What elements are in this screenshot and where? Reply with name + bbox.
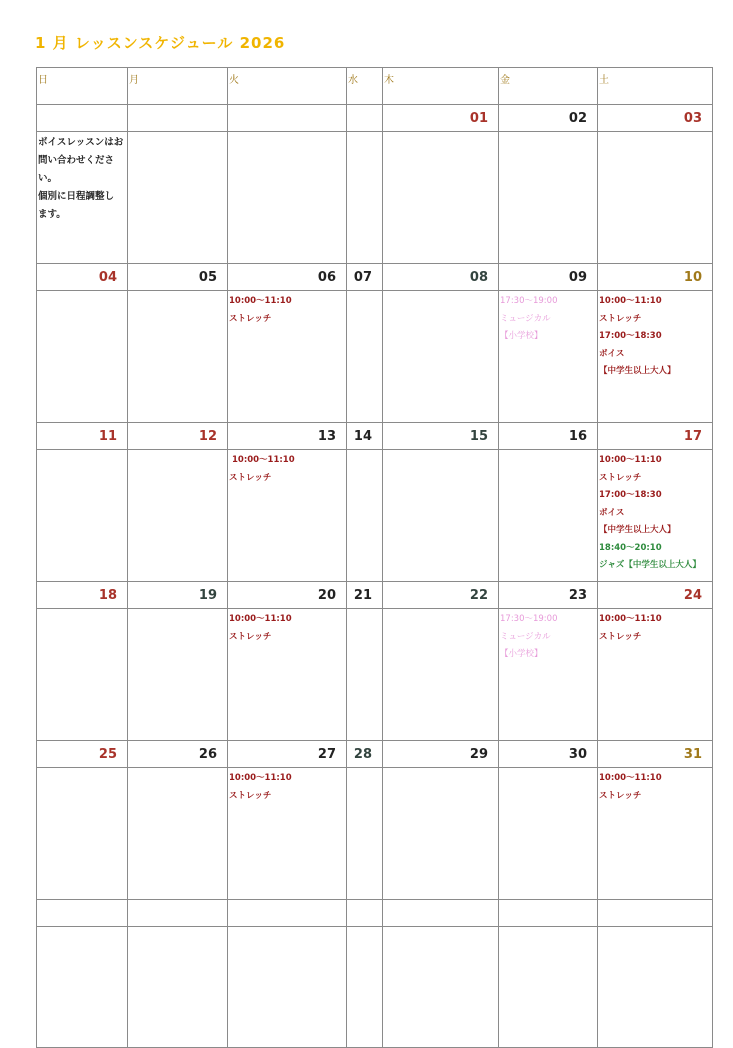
week-6-events — [37, 927, 713, 1048]
week-6-dates — [37, 900, 713, 927]
date-cell: 03 — [598, 105, 713, 132]
date-cell: 20 — [228, 582, 347, 609]
week-4-dates — [37, 582, 713, 609]
weekday-sun: 日 — [37, 68, 128, 105]
weekday-thu: 木 — [383, 68, 499, 105]
day-cell — [347, 927, 383, 1048]
date-cell: 04 — [37, 264, 128, 291]
date-cell — [128, 900, 228, 927]
date-cell: 19 — [128, 582, 228, 609]
musical-time: 17:30～19:00 — [500, 614, 558, 624]
voice-group: 【中学生以上大人】 — [599, 525, 676, 535]
day-cell — [37, 609, 128, 741]
stretch-time: 10:00～11:10 — [599, 296, 662, 306]
day-cell — [37, 291, 128, 423]
day-cell — [128, 768, 228, 900]
voice-time: 17:00～18:30 — [599, 490, 662, 500]
day-cell — [228, 291, 347, 423]
day-cell — [37, 132, 128, 264]
day-cell — [128, 450, 228, 582]
stretch-time: 10:00～11:10 — [599, 455, 662, 465]
day-cell — [37, 927, 128, 1048]
date-cell: 30 — [499, 741, 598, 768]
date-cell — [347, 900, 383, 927]
week-3-events — [37, 450, 713, 582]
date-cell — [598, 900, 713, 927]
day-cell — [499, 768, 598, 900]
date-cell: 01 — [383, 105, 499, 132]
day-cell — [128, 609, 228, 741]
day-cell — [383, 132, 499, 264]
date-cell: 22 — [383, 582, 499, 609]
day-cell — [383, 609, 499, 741]
date-cell: 11 — [37, 423, 128, 450]
day-cell — [383, 768, 499, 900]
date-cell: 09 — [499, 264, 598, 291]
day-cell — [598, 291, 713, 423]
musical-label: ミュージカル — [500, 631, 551, 642]
stretch-label: ストレッチ — [229, 472, 272, 483]
date-cell: 14 — [347, 423, 383, 450]
week-5-events — [37, 768, 713, 900]
week-2-dates — [37, 264, 713, 291]
jazz-time: 18:40～20:10 — [599, 542, 662, 553]
stretch-time: 10:00～11:10 — [599, 773, 662, 783]
date-cell: 07 — [347, 264, 383, 291]
date-cell — [383, 900, 499, 927]
day-cell — [347, 768, 383, 900]
jazz-label: ジャズ【中学生以上大人】 — [599, 560, 701, 570]
stretch-label: ストレッチ — [599, 472, 642, 483]
date-cell: 13 — [228, 423, 347, 450]
day-cell — [347, 450, 383, 582]
day-cell — [499, 927, 598, 1048]
day-cell — [598, 132, 713, 264]
day-cell — [128, 291, 228, 423]
weekday-tue: 火 — [228, 68, 347, 105]
day-cell — [598, 768, 713, 900]
day-cell — [128, 132, 228, 264]
voice-label: ボイス — [599, 507, 625, 518]
day-cell — [499, 291, 598, 423]
date-cell: 23 — [499, 582, 598, 609]
day-cell — [37, 450, 128, 582]
date-cell: 31 — [598, 741, 713, 768]
weekday-fri: 金 — [499, 68, 598, 105]
week-4-events — [37, 609, 713, 741]
date-cell: 12 — [128, 423, 228, 450]
weekday-header-row — [37, 68, 713, 105]
stretch-time: 10:00～11:10 — [229, 773, 292, 783]
date-cell — [347, 105, 383, 132]
date-cell — [37, 900, 128, 927]
voice-group: 【中学生以上大人】 — [599, 366, 676, 376]
date-cell: 28 — [347, 741, 383, 768]
day-cell — [347, 132, 383, 264]
date-cell: 26 — [128, 741, 228, 768]
weekday-mon: 月 — [128, 68, 228, 105]
day-cell — [228, 132, 347, 264]
musical-time: 17:30～19:00 — [500, 296, 558, 306]
day-cell — [347, 291, 383, 423]
musical-label: ミュージカル — [500, 313, 551, 324]
stretch-label: ストレッチ — [599, 313, 642, 324]
day-cell — [499, 609, 598, 741]
date-cell: 17 — [598, 423, 713, 450]
day-cell — [228, 450, 347, 582]
week-1-dates — [37, 105, 713, 132]
voice-time: 17:00～18:30 — [599, 331, 662, 341]
date-cell: 02 — [499, 105, 598, 132]
day-cell — [228, 609, 347, 741]
day-cell — [598, 927, 713, 1048]
date-cell — [228, 900, 347, 927]
stretch-time: 10:00～11:10 — [599, 614, 662, 624]
stretch-label: ストレッチ — [599, 790, 642, 801]
date-cell: 18 — [37, 582, 128, 609]
week-1-events — [37, 132, 713, 264]
weekday-sat: 土 — [598, 68, 713, 105]
date-cell — [499, 900, 598, 927]
stretch-label: ストレッチ — [229, 313, 272, 324]
calendar-title: 1 月 レッスンスケジュール 2026 — [35, 34, 286, 52]
day-cell — [37, 768, 128, 900]
day-cell — [598, 450, 713, 582]
stretch-label: ストレッチ — [599, 631, 642, 642]
day-cell — [598, 609, 713, 741]
weekday-wed: 水 — [347, 68, 383, 105]
day-cell — [499, 450, 598, 582]
date-cell: 06 — [228, 264, 347, 291]
day-cell — [128, 927, 228, 1048]
stretch-time: 10:00～11:10 — [229, 614, 292, 624]
stretch-label: ストレッチ — [229, 790, 272, 801]
week-3-dates — [37, 423, 713, 450]
musical-group: 【小学校】 — [500, 331, 543, 341]
day-cell — [383, 450, 499, 582]
day-cell — [383, 927, 499, 1048]
date-cell: 15 — [383, 423, 499, 450]
week-2-events — [37, 291, 713, 423]
date-cell: 25 — [37, 741, 128, 768]
date-cell — [37, 105, 128, 132]
day-cell — [228, 927, 347, 1048]
week-5-dates — [37, 741, 713, 768]
day-cell — [228, 768, 347, 900]
day-cell — [347, 609, 383, 741]
musical-group: 【小学校】 — [500, 649, 543, 659]
date-cell: 24 — [598, 582, 713, 609]
stretch-time: 10:00～11:10 — [232, 455, 295, 465]
date-cell: 29 — [383, 741, 499, 768]
date-cell — [228, 105, 347, 132]
day-cell — [383, 291, 499, 423]
date-cell: 05 — [128, 264, 228, 291]
calendar-grid — [36, 67, 713, 1048]
date-cell: 21 — [347, 582, 383, 609]
voice-lesson-note: ボイスレッスンはお 問い合わせくださ い。 個別に日程調整し ます。 — [38, 137, 124, 220]
stretch-label: ストレッチ — [229, 631, 272, 642]
date-cell: 10 — [598, 264, 713, 291]
date-cell: 08 — [383, 264, 499, 291]
date-cell: 16 — [499, 423, 598, 450]
date-cell: 27 — [228, 741, 347, 768]
voice-label: ボイス — [599, 348, 625, 359]
date-cell — [128, 105, 228, 132]
stretch-time: 10:00～11:10 — [229, 296, 292, 306]
day-cell — [499, 132, 598, 264]
